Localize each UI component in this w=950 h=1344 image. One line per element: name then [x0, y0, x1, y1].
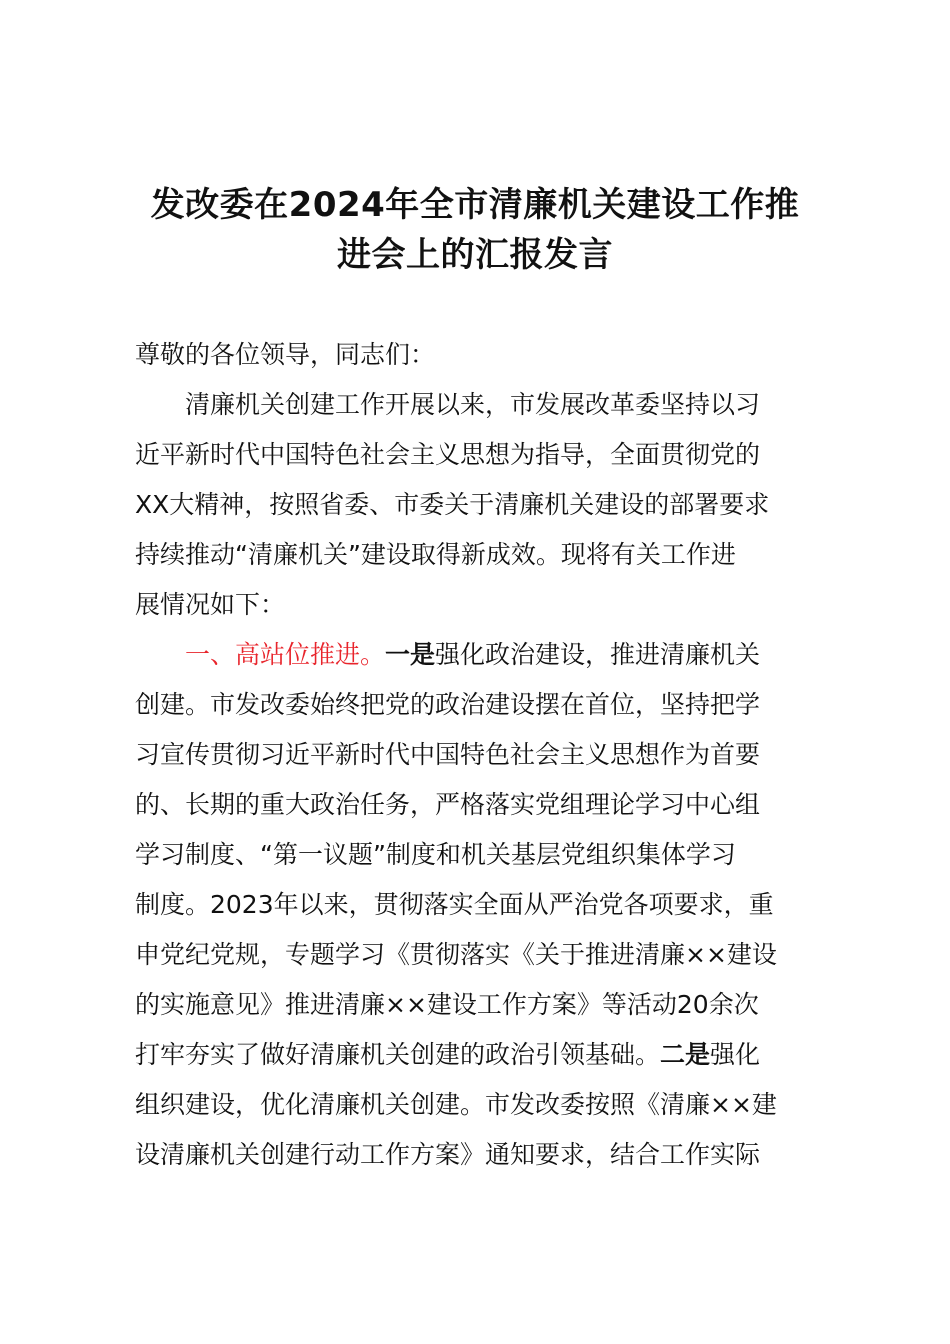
document-title-line-2: 进会上的汇报发言	[337, 235, 613, 275]
intro-line-2: 近平新时代中国特色社会主义思想为指导，全面贯彻党的	[135, 440, 761, 469]
section-1-line-4: 的、长期的重大政治任务，严格落实党组理论学习中心组	[135, 790, 761, 819]
intro-line-5: 展情况如下：	[135, 590, 286, 619]
point-2-text-start: 强化	[710, 1040, 761, 1069]
point-1-label: 一是	[385, 640, 436, 669]
section-1-line-7: 申党纪党规，专题学习《贯彻落实《关于推进清廉××建设	[135, 940, 777, 969]
section-1-line-11: 设清廉机关创建行动工作方案》通知要求，结合工作实际	[135, 1140, 761, 1169]
section-1-line-2: 创建。市发改委始终把党的政治建设摆在首位，坚持把学	[135, 690, 761, 719]
section-1-line-3: 习宣传贯彻习近平新时代中国特色社会主义思想作为首要	[135, 740, 761, 769]
section-1-line-10: 组织建设，优化清廉机关创建。市发改委按照《清廉××建	[135, 1090, 777, 1119]
greeting: 尊敬的各位领导，同志们：	[135, 340, 436, 369]
document-title-line-1: 发改委在2024年全市清廉机关建设工作推	[150, 185, 800, 225]
section-1-line-5: 学习制度、“第一议题”制度和机关基层党组织集体学习	[135, 840, 736, 869]
section-1-heading: 一、高站位推进。	[185, 640, 386, 669]
section-1-line-9	[135, 1030, 850, 1080]
point-2-label: 二是	[660, 1040, 711, 1069]
point-1-conclusion: 打牢夯实了做好清廉机关创建的政治引领基础。	[135, 1040, 661, 1069]
intro-line-1: 清廉机关创建工作开展以来，市发展改革委坚持以习	[185, 390, 761, 419]
section-1-line-8: 的实施意见》推进清廉××建设工作方案》等活动20余次	[135, 990, 759, 1019]
section-1-line-1	[185, 630, 850, 680]
section-1-line-6: 制度。2023年以来，贯彻落实全面从严治党各项要求，重	[135, 890, 774, 919]
intro-line-3: XX大精神，按照省委、市委关于清廉机关建设的部署要求	[135, 490, 770, 519]
point-1-text: 强化政治建设，推进清廉机关	[435, 640, 761, 669]
intro-line-4: 持续推动“清廉机关”建设取得新成效。现将有关工作进	[135, 540, 736, 569]
